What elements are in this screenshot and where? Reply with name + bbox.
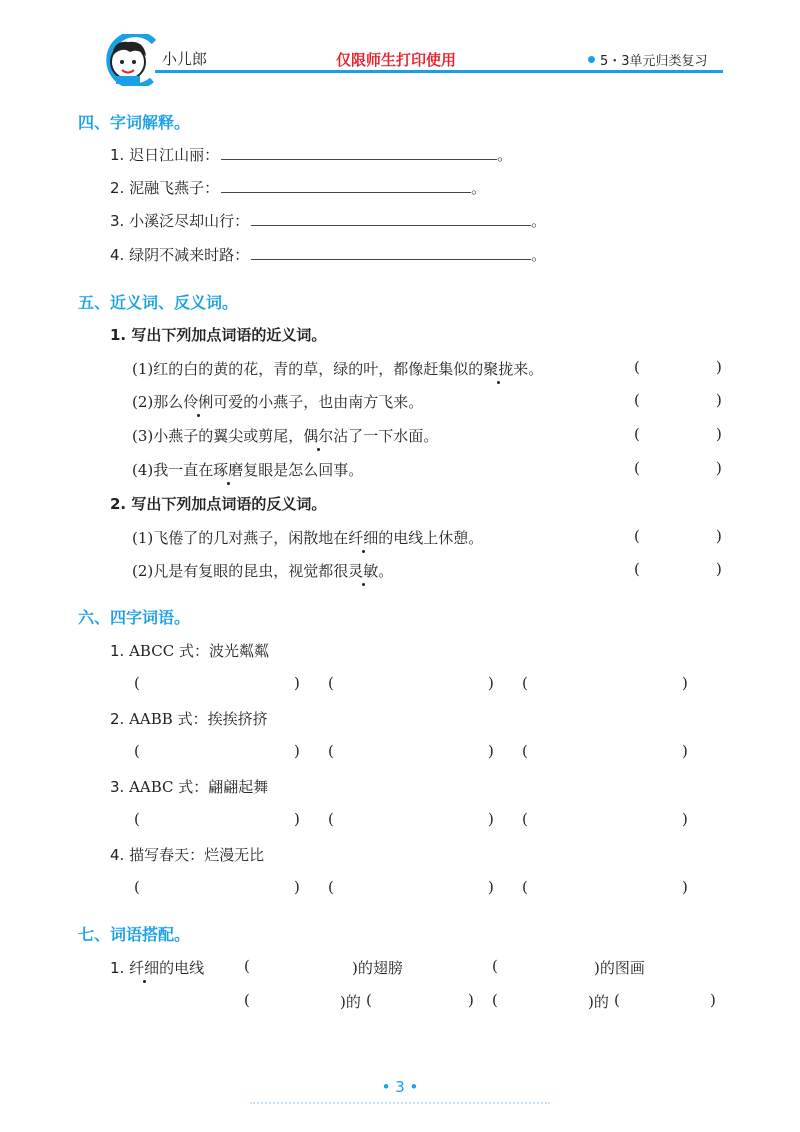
s5-q1-item-3: (3)小燕子的翼尖或剪尾，偶尔沾了一下水面。	[132, 427, 439, 445]
answer-paren-close: )	[488, 742, 494, 760]
answer-paren-close: )	[682, 674, 688, 692]
answer-paren-open[interactable]: (	[134, 674, 140, 692]
answer-paren-open[interactable]: (	[634, 560, 640, 578]
collocation-wings: )的翅膀	[352, 959, 403, 977]
collocation-de: )的	[588, 993, 609, 1011]
answer-paren-open[interactable]: (	[328, 674, 334, 692]
answer-line[interactable]	[221, 145, 497, 160]
answer-paren-open[interactable]: (	[492, 991, 498, 1009]
s5-q2-label: 2. 写出下列加点词语的反义词。	[110, 495, 327, 513]
s7-item-1-label: 1. 纤细的电线	[110, 959, 205, 977]
answer-line[interactable]	[251, 211, 531, 226]
answer-paren-open[interactable]: (	[328, 810, 334, 828]
s4-item-4: 4. 绿阴不减来时路： 。	[110, 246, 547, 264]
s5-q2-item-1: (1)飞倦了的几对燕子，闲散地在纤细的电线上休憩。	[132, 529, 484, 547]
answer-paren-open[interactable]: (	[614, 991, 620, 1009]
bullet-dot-icon	[588, 56, 595, 63]
s4-item-3: 3. 小溪泛尽却山行： 。	[110, 212, 547, 230]
answer-paren-open[interactable]: (	[522, 674, 528, 692]
answer-paren-open[interactable]: (	[134, 810, 140, 828]
answer-paren-open[interactable]: (	[366, 991, 372, 1009]
mascot-logo-icon	[94, 34, 164, 86]
s5-q2-item-2: (2)凡是有复眼的昆虫，视觉都很灵敏。	[132, 562, 394, 580]
answer-paren-close: )	[468, 991, 474, 1009]
answer-paren-close: )	[488, 810, 494, 828]
answer-paren-open[interactable]: (	[522, 878, 528, 896]
s5-q1-item-4: (4)我一直在琢磨复眼是怎么回事。	[132, 461, 364, 479]
section-6-title: 六、四字词语。	[78, 608, 191, 627]
answer-paren-open[interactable]: (	[328, 742, 334, 760]
section-7-title: 七、词语搭配。	[78, 925, 191, 944]
answer-paren-close: )	[682, 878, 688, 896]
answer-paren-close: )	[294, 742, 300, 760]
answer-paren-open[interactable]: (	[522, 810, 528, 828]
answer-line[interactable]	[221, 178, 471, 193]
print-notice: 仅限师生打印使用	[336, 51, 457, 69]
answer-paren-close: )	[488, 674, 494, 692]
answer-paren-close: )	[710, 991, 716, 1009]
answer-paren-open[interactable]: (	[634, 459, 640, 477]
page-number: • 3 •	[381, 1078, 419, 1096]
answer-paren-open[interactable]: (	[134, 878, 140, 896]
s6-item-2: 2. AABB 式：挨挨挤挤	[110, 710, 268, 728]
answer-line[interactable]	[251, 245, 531, 260]
s4-item-1: 1. 迟日江山丽： 。	[110, 146, 513, 164]
answer-paren-close: )	[716, 391, 722, 409]
section-5-title: 五、近义词、反义词。	[78, 293, 239, 312]
answer-paren-open[interactable]: (	[634, 391, 640, 409]
answer-paren-close: )	[716, 358, 722, 376]
header-rule	[155, 70, 723, 73]
s4-item-2: 2. 泥融飞燕子： 。	[110, 179, 487, 197]
brand-name: 小儿郎	[162, 50, 208, 68]
answer-paren-close: )	[294, 878, 300, 896]
s6-item-4: 4. 描写春天：烂漫无比	[110, 846, 265, 864]
answer-paren-open[interactable]: (	[634, 358, 640, 376]
section-4-title: 四、字词解释。	[78, 113, 191, 132]
collocation-de: )的	[340, 993, 361, 1011]
answer-paren-close: )	[716, 425, 722, 443]
answer-paren-close: )	[294, 674, 300, 692]
answer-paren-open[interactable]: (	[134, 742, 140, 760]
answer-paren-open[interactable]: (	[634, 425, 640, 443]
s5-q1-item-1: (1)红的白的黄的花，青的草，绿的叶，都像赶集似的聚拢来。	[132, 360, 544, 378]
answer-paren-close: )	[716, 459, 722, 477]
answer-paren-open[interactable]: (	[492, 957, 498, 975]
s6-item-1: 1. ABCC 式：波光粼粼	[110, 642, 269, 660]
collocation-picture: )的图画	[594, 959, 645, 977]
answer-paren-close: )	[716, 560, 722, 578]
s5-q1-label: 1. 写出下列加点词语的近义词。	[110, 326, 327, 344]
answer-paren-close: )	[682, 810, 688, 828]
s5-q1-item-2: (2)那么伶俐可爱的小燕子，也由南方飞来。	[132, 393, 424, 411]
answer-paren-open[interactable]: (	[244, 957, 250, 975]
answer-paren-open[interactable]: (	[634, 527, 640, 545]
series-title: 5・3单元归类复习	[600, 54, 708, 69]
answer-paren-open[interactable]: (	[244, 991, 250, 1009]
answer-paren-close: )	[682, 742, 688, 760]
footer-decoration	[250, 1102, 550, 1108]
s6-item-3: 3. AABC 式：翩翩起舞	[110, 778, 269, 796]
answer-paren-close: )	[294, 810, 300, 828]
answer-paren-close: )	[716, 527, 722, 545]
answer-paren-open[interactable]: (	[522, 742, 528, 760]
answer-paren-open[interactable]: (	[328, 878, 334, 896]
answer-paren-close: )	[488, 878, 494, 896]
